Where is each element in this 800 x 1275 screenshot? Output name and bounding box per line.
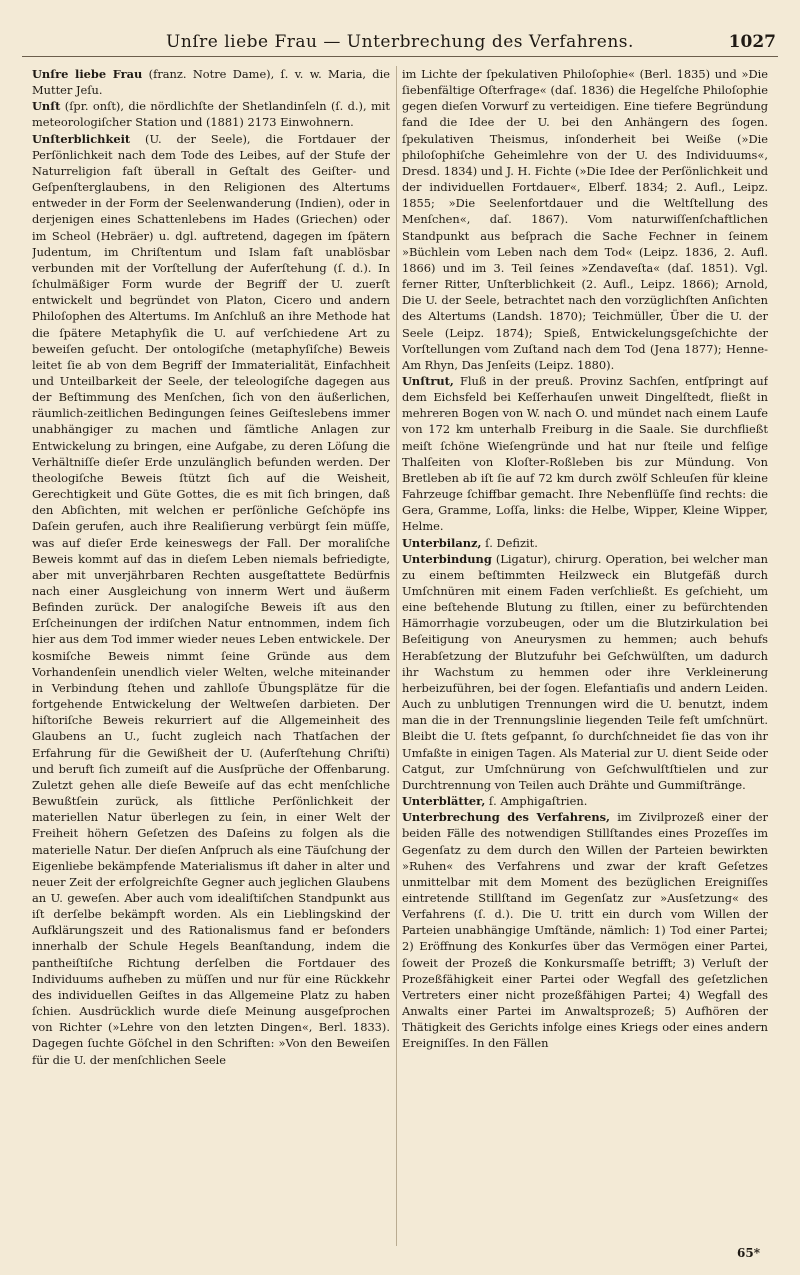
entry-text: (franz. Notre Dame), ſ. v. w. Maria, die Mutter Jeſu. [32,67,390,98]
entry-headword: Unſt [32,99,61,114]
entry [402,551,768,793]
column-divider [396,66,397,1246]
entry-continuation [402,66,768,373]
entry-headword: Unſterblichkeit [32,131,131,146]
left-column [32,66,390,1246]
entry-text: Fluß in der preuß. Provinz Sachſen, entſpringt auf dem Eichsfeld bei Keſſerhauſen unweit Dingelſtedt, fließt in mehreren Bogen von W. nach O. und mündet nach einem Laufe von 172 km unterhalb Freiburg in die Saale. Sie durchfließt meiſt ſchöne Wieſengründe und hat nur ſteile und felſige Thalſeiten von Kloſter-Roßleben bis zur Mündung. Von Bretleben ab iſt ſie auf 72 km durch zwölf Schleuſen für kleine Fahrzeuge ſchiffbar gemacht. Ihre Nebenflüſſe ſind rechts: die Gera, Gramme, Loſſa, links: die Helbe, Wipper, Kleine Wipper, Helme. [402,373,768,534]
entry [32,131,390,1068]
entry [32,98,390,130]
entry-text: (ſpr. onſt), die nördlichſte der Shetlandinſeln (ſ. d.), mit meteorologiſcher Station und (1881) 2173 Einwohnern. [32,99,390,130]
entry [402,373,768,535]
entry [402,535,768,551]
entry-text: (Ligatur), chirurg. Operation, bei welcher man zu einem beſtimmten Heilzweck ein Blutgefäß durch Umſchnüren mit einem Faden verſchließt. Es geſchieht, um eine beſtehende Blutung zu ſtillen, einer zu befürchtenden Hämorrhagie vorzubeugen, oder um die Blutzirkulation bei Beſeitigung von Aneurysmen zu hemmen; auch behufs Herabſetzung der Blutzufuhr bei Geſchwülſten, um dadurch ihr Wachstum zu hemmen oder ihre Verkleinerung herbeizuführen, bei der ſogen. Elefantiaſis und andern Leiden. Auch zu unblutigen Trennungen wird die U. benutzt, indem man die in der Trennungslinie liegenden Teile feſt umſchnürt. Bleibt die U. ſtets geſpannt, ſo durchſchneidet ſie das von ihr Umfaßte in einigen Tagen. Als Material zur U. dient Seide oder Catgut, zur Umſchnürung von Geſchwulſtſtielen und zur Durchtrennung von Teilen auch Drähte und Gummiſtränge. [402,551,768,792]
running-header [22,32,778,57]
signature-mark: 65* [737,1246,760,1260]
entry-text: ſ. Amphigaſtrien. [485,794,588,809]
entry-headword: Unſre liebe Frau [32,67,143,81]
header-title: Unſre liebe Frau — Unterbrechung des Verfahrens. [166,32,634,52]
entry-headword: Unſtrut, [402,373,454,388]
entry-text: im Lichte der ſpekulativen Philoſophie« (Berl. 1835) und »Die ſiebenfältige Oſterfrage« (daſ. 1836) die Hegelſche Philoſophie gegen dieſen Vorwurf zu verteidigen. Eine tiefere Begründung fand die Idee der U. bei den Anhängern des ſogen. ſpekulativen Theismus, inſonderheit bei Weiße (»Die philoſophiſche Geheimlehre von der U. des Individuums«, Dresd. 1834) und J. H. Fichte (»Die Idee der Perſönlichkeit und der individuellen Fortdauer«, Elberf. 1834; 2. Aufl., Leipz. 1855; »Die Seelenfortdauer und die Weltſtellung des Menſchen«, daſ. 1867). Vom naturwiſſenſchaftlichen Standpunkt aus beſprach die Sache Fechner in ſeinem »Büchlein vom Leben nach dem Tod« (Leipz. 1836, 2. Aufl. 1866) und im 3. Teil ſeines »Zendaveſta« (daſ. 1851). Vgl. ferner Ritter, Unſterblichkeit (2. Aufl., Leipz. 1866); Arnold, Die U. der Seele, betrachtet nach den vorzüglichſten Anſichten des Altertums (Landsh. 1870); Teichmüller, Über die U. der Seele (Leipz. 1874); Spieß, Entwickelungsgeſchichte der Vorſtellungen vom Zuſtand nach dem Tod (Jena 1877); Henne-Am Rhyn, Das Jenſeits (Leipz. 1880). [402,67,768,372]
right-column [402,66,768,1246]
entry-headword: Unterbrechung des Verfahrens, [402,810,610,825]
entry [32,66,390,98]
entry-headword: Unterbindung [402,551,492,566]
entry-headword: Unterbilanz, [402,535,482,550]
entry [402,809,768,1051]
page-number: 1027 [728,32,776,52]
entry-text: ſ. Defizit. [481,535,538,550]
entry-headword: Unterblätter, [402,794,486,809]
entry-text: (U. der Seele), die Fortdauer der Perſönlichkeit nach dem Tode des Leibes, auf der Stufe der Naturreligion faſt überall in Geſtalt des Geiſter- und Geſpenſterglaubens, in den Religionen des Altertums entweder in der Form der Seelenwanderung (Indien), oder in derjenigen eines Schattenlebens im Hades (Griechen) oder im Scheol (Hebräer) u. dgl. auftretend, dagegen im ſpätern Judentum, im Chriſtentum und Islam faſt unablösbar verbunden mit der Vorſtellung der Auferſtehung (ſ. d.). In ſchulmäßiger Form wurde der Begriff der U. zuerſt entwickelt und begründet von Platon, Cicero und andern Philoſophen des Altertums. Im Anſchluß an ihre Methode hat die ſpätere Metaphyſik die U. auf verſchiedene Art zu beweiſen geſucht. Der ontologiſche (metaphyſiſche) Beweis leitet ſie ab von dem Begriff der Immaterialität, Einfachheit und Unteilbarkeit der Seele, der teleologiſche dagegen aus der Beſtimmung des Menſchen, ſich von den äußerlichen, räumlich-zeitlichen Bedingungen ſeines Geiſteslebens immer unabhängiger zu machen und ſämtliche Anlagen zur Entwickelung zu bringen, eine Aufgabe, zu deren Löſung die Verhältniſſe dieſer Erde unzulänglich befunden werden. Der theologiſche Beweis ſtützt ſich auf die Weisheit, Gerechtigkeit und Güte Gottes, die es mit ſich bringen, daß den Abſichten, mit welchen er perſönliche Geſchöpfe ins Daſein gerufen, auch ihre Realiſierung verbürgt ſein müſſe, was auf dieſer Erde keineswegs der Fall. Der moraliſche Beweis kommt auf das in dieſem Leben niemals befriedigte, aber mit unverjährbaren Rechten ausgeſtattete Bedürfnis nach einer Ausgleichung von innerm Wert und äußerm Befinden zurück. Der analogiſche Beweis iſt aus den Erſcheinungen der irdiſchen Natur entnommen, indem ſich hier aus dem Tod immer wieder neues Leben entwickele. Der kosmiſche Beweis nimmt ſeine Gründe aus dem Vorhandenſein unendlich vieler Welten, welche miteinander in Verbindung ſtehen und zahlloſe Übungsplätze für die fortgehende Entwickelung der Weltweſen darbieten. Der hiſtoriſche Beweis rekurriert auf die Allgemeinheit des Glaubens an U., ſucht zugleich nach Thatſachen der Erfahrung für die Gewißheit der U. (Auferſtehung Chriſti) und beruft ſich zumeiſt auf die Ausſprüche der Offenbarung. Zuletzt gehen alle dieſe Beweiſe auf das echt menſchliche Bewußtſein zurück, als ſittliche Perſönlichkeit der materiellen Natur überlegen zu ſein, in einer Welt der Freiheit höhern Geſetzen des Daſeins zu folgen als die materielle Natur. Der dieſen Anſpruch als eine Täuſchung der Eigenliebe bekämpfende Materialismus iſt daher in alter und neuer Zeit der erfolgreichſte Gegner auch jeglichen Glaubens an U. geweſen. Aber auch vom idealiſtiſchen Standpunkt aus iſt derſelbe bekämpft worden. Als ein Lieblingskind der Aufklärungszeit und des Rationalismus fand er beſonders innerhalb der Schule Hegels Beanſtandung, indem die pantheiſtiſche Richtung derſelben die Fortdauer des Individuums aufheben zu müſſen und nur für eine Rückkehr des individuellen Geiſtes in das Allgemeine Platz zu haben ſchien. Ausdrücklich wurde dieſe Meinung ausgeſprochen von Richter (»Lehre von den letzten Dingen«, Berl. 1833). Dagegen ſuchte Göſchel in den Schriften: »Von den Beweiſen für die U. der menſchlichen Seele [32,131,390,1067]
entry [402,793,768,809]
entry-text: im Zivilprozeß einer der beiden Fälle des notwendigen Stillſtandes eines Prozeſſes im Gegenſatz zu dem durch den Willen der Parteien bewirkten »Ruhen« des Verfahrens und zwar der kraft Geſetzes unmittelbar mit dem Moment des bezüglichen Ereigniſſes eintretende Stillſtand im Gegenſatz zur »Ausſetzung« des Verfahrens (ſ. d.). Die U. tritt ein durch vom Willen der Parteien unabhängige Umſtände, nämlich: 1) Tod einer Partei; 2) Eröffnung des Konkurſes über das Vermögen einer Partei, ſoweit der Prozeß die Konkursmaſſe betrifft; 3) Verluſt der Prozeßfähigkeit einer Partei oder Wegfall des geſetzlichen Vertreters einer nicht prozeßfähigen Partei; 4) Wegfall des Anwalts einer Partei im Anwaltsprozeß; 5) Aufhören der Thätigkeit des Gerichts infolge eines Kriegs oder eines andern Ereigniſſes. In den Fällen [402,810,768,1051]
